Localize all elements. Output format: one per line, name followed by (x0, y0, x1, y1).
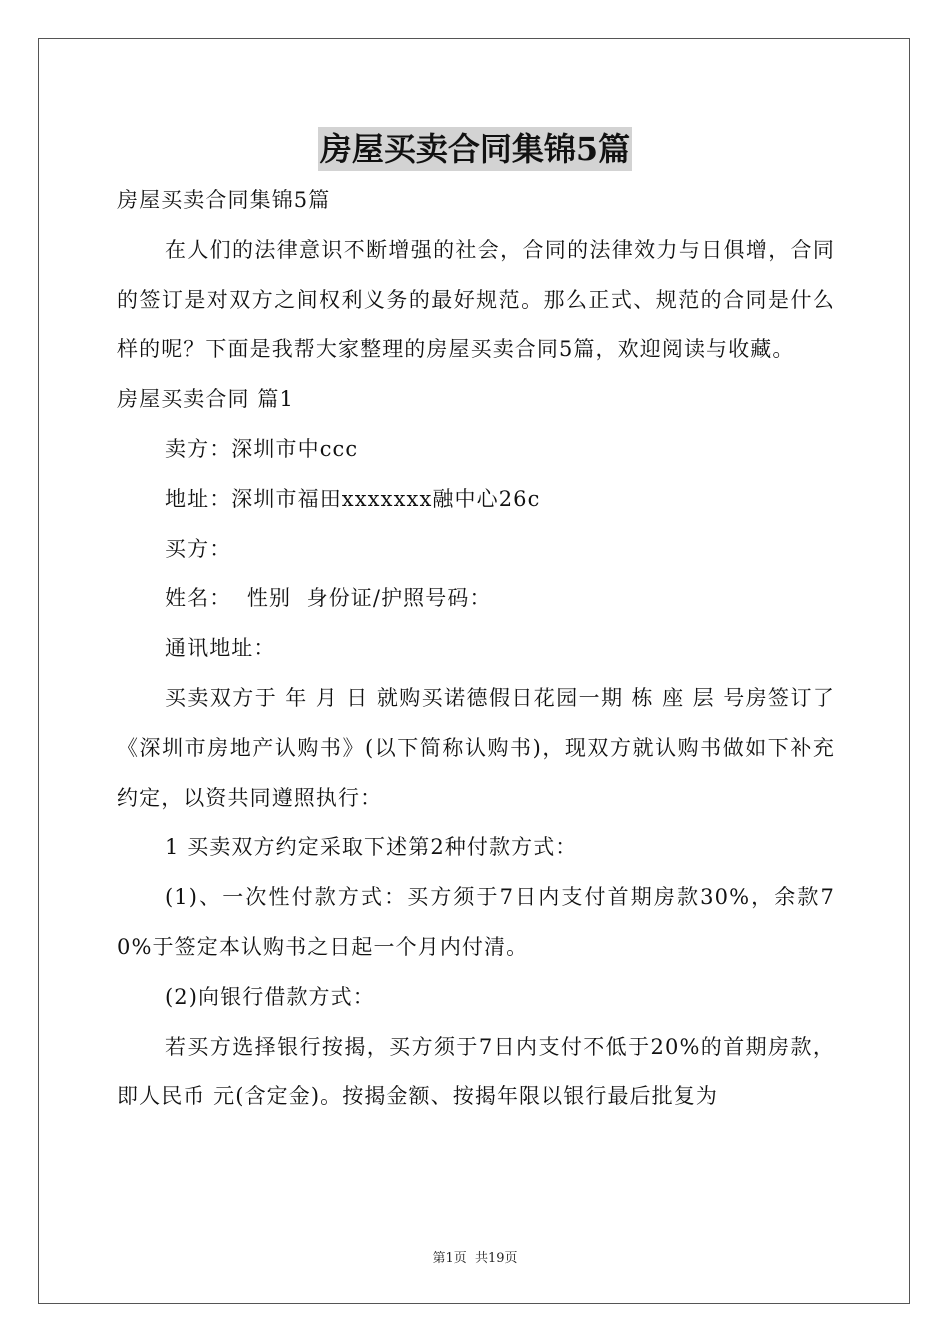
paragraph-clause-1: 1 买卖双方约定采取下述第2种付款方式： (165, 835, 578, 860)
paragraph-seller-address: 地址：深圳市福田xxxxxxx融中心26c (165, 486, 541, 511)
paragraph-section-heading: 房屋买卖合同 篇1 (117, 387, 294, 412)
paragraph-mortgage: 若买方选择银行按揭，买方须于7日内支付不低于20%的首期房款，即人民币 元(含定金)。按揭金额、按揭年限以银行最后批复为 (117, 1034, 835, 1109)
document-body (117, 176, 835, 1122)
paragraph-buyer: 买方： (165, 536, 232, 561)
paragraph-intro: 在人们的法律意识不断增强的社会，合同的法律效力与日俱增，合同的签订是对双方之间权利义务的最好规范。那么正式、规范的合同是什么样的呢？下面是我帮大家整理的房屋买卖合同5篇，欢迎阅读与收藏。 (117, 237, 835, 362)
paragraph-agreement: 买卖双方于 年 月 日 就购买诺德假日花园一期 栋 座 层 号房签订了《深圳市房地产认购书》(以下简称认购书)，现双方就认购书做如下补充约定，以资共同遵照执行： (117, 685, 835, 810)
page-footer (0, 1247, 950, 1266)
paragraph-subtitle: 房屋买卖合同集锦5篇 (117, 188, 331, 212)
paragraph-seller: 卖方：深圳市中ccc (165, 436, 359, 461)
paragraph-buyer-address: 通讯地址： (165, 636, 276, 661)
document-title (0, 126, 950, 172)
paragraph-clause-1-option-2: (2)向银行借款方式： (165, 984, 375, 1009)
page-number: 第1页 (432, 1251, 467, 1266)
paragraph-clause-1-option-1: (1)、一次性付款方式：买方须于7日内支付首期房款30%，余款70%于签定本认购书之日起一个月内付清。 (117, 885, 835, 959)
document-title-text: 房屋买卖合同集锦5篇 (318, 127, 632, 171)
paragraph-buyer-identity: 姓名： 性别 身份证/护照号码： (165, 586, 492, 611)
page-total: 共19页 (474, 1251, 518, 1266)
